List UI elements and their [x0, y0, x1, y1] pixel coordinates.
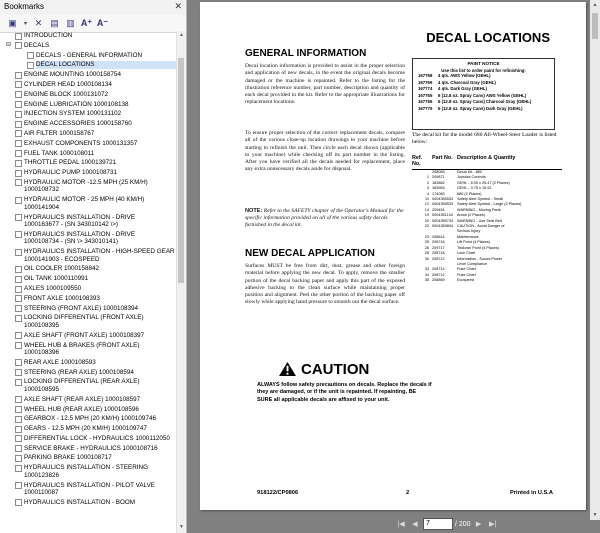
bookmark-icon [15, 445, 22, 452]
bookmark-icon [15, 33, 22, 40]
bookmark-icon [15, 359, 22, 366]
cell-desc: Maintenance [457, 234, 479, 239]
bookmark-icon [15, 499, 22, 506]
decrease-text-icon[interactable]: A⁻ [96, 18, 109, 28]
bookmark-icon [15, 315, 22, 322]
cell-part: 183862 [432, 180, 445, 185]
cell-ref: 23 [424, 234, 429, 239]
header-ref: Ref. No. [412, 155, 423, 167]
new-decal-heading: NEW DECAL APPLICATION [245, 248, 375, 259]
bookmark-item[interactable] [0, 119, 177, 129]
paint-part: 167769 [418, 79, 433, 85]
bookmark-item[interactable] [0, 100, 177, 110]
cell-ref: 33 [424, 267, 429, 272]
bookmark-label-line2: 1000108732 [24, 186, 60, 194]
bookmark-label: HYDRAULICS INSTALLATION - BOOM [24, 498, 136, 506]
bookmark-icon [15, 435, 22, 442]
bookmark-label: GEARBOX - 12.5 MPH (20 KM/H) 1000109746 [24, 415, 156, 423]
bookmark-item[interactable] [0, 264, 177, 274]
footer-printed: Printed in U.S.A [510, 490, 553, 496]
paint-part: 167775 [418, 105, 433, 111]
kit-intro: The decal kit for the model 680 All-Wheel-Steer Loader is listed below: [412, 132, 557, 145]
pdf-page [200, 2, 586, 510]
bookmark-label: ENGINE ACCESSORIES 1000158760 [24, 120, 132, 128]
bookmark-icon [15, 72, 22, 79]
bookmark-icon [15, 170, 22, 177]
bookmark-item[interactable] [0, 195, 177, 212]
bookmark-item[interactable] [0, 129, 177, 139]
bookmark-item[interactable] [0, 51, 177, 61]
bookmark-label: ENGINE BLOCK 1000131072 [24, 90, 109, 98]
bookmark-label: DIFFERENTIAL LOCK - HYDRAULICS 1000112050 [24, 434, 170, 442]
cell-ref: 22 [424, 224, 429, 229]
cell-desc: WARNING - Use Seat Belt [457, 218, 502, 223]
cell-ref: 28 [424, 251, 429, 256]
bookmark-icon [15, 266, 22, 273]
paint-part: 167765 [418, 92, 433, 98]
bookmark-label: ENGINE LUBRICATION 1000108138 [24, 100, 129, 108]
paint-desc: 4 qts. Dark Gray (GEHL) [438, 86, 487, 91]
paint-notice-title: PAINT NOTICE [467, 61, 500, 66]
scroll-thumb[interactable] [178, 58, 184, 283]
cell-part: 0004355533 [432, 202, 454, 207]
bookmark-label: HYDRAULICS INSTALLATION - DRIVE [24, 230, 136, 238]
bookmark-item[interactable] [0, 434, 177, 444]
cell-part: 0004359734 [432, 218, 454, 223]
cell-desc: Ecospeed [457, 278, 474, 283]
delete-bookmark-icon[interactable]: ✕ [34, 18, 43, 28]
bookmarks-panel [0, 0, 187, 533]
bookmark-icon [15, 121, 22, 128]
bookmark-icon [15, 416, 22, 423]
bookmark-label: CYLINDER HEAD 1000108134 [24, 80, 112, 88]
cell-part: 0004355533 [432, 197, 454, 202]
footer-doc-number: 918122/CP0806 [257, 490, 299, 496]
bookmark-item[interactable] [0, 109, 177, 119]
page-number-input[interactable]: 7 [423, 518, 453, 530]
cell-part: 209871 [432, 175, 445, 180]
bookmark-item[interactable] [0, 368, 177, 378]
cell-ref: 11 [425, 197, 429, 202]
bookmark-icon [15, 286, 22, 293]
collapse-icon[interactable]: ⊟ [6, 41, 12, 48]
paint-row [418, 106, 554, 113]
general-paragraph-1: Decal location information is provided to assist in the proper selection and application of new decals, in the event the original decals become damaged or the machine is repainted. Refer to the listing for the illustration reference number, part number, description and quantity of each decal provided in the kit. Refer to the appropriate illustrations for replacement locations. [245, 63, 405, 106]
bookmark-label: DECAL LOCATIONS [36, 61, 177, 69]
bookmark-icon [15, 42, 22, 49]
bookmark-label-line2: 1000163677 - (SN 343010142 \>) [24, 221, 119, 229]
document-view[interactable] [187, 0, 600, 533]
bookmark-label: WHEEL HUB (REAR AXLE) 1000108596 [24, 405, 139, 413]
bookmark-item[interactable] [0, 444, 177, 454]
bookmark-label: SERVICE BRAKE - HYDRAULICS 1000108716 [24, 444, 158, 452]
bookmark-label: EXHAUST COMPONENTS 1000131357 [24, 139, 138, 147]
paint-desc: 4 qts. AWS Yellow (GEHL) [438, 73, 491, 78]
bookmark-label: REAR AXLE 1000108593 [24, 358, 96, 366]
bookmark-list [0, 31, 177, 533]
paint-notice-box [412, 58, 555, 130]
last-page-icon[interactable]: ▶| [488, 521, 497, 528]
bookmark-item[interactable] [0, 284, 177, 294]
bookmark-label: PARKING BRAKE 1000108717 [24, 454, 112, 462]
bookmark-icon [15, 426, 22, 433]
bookmark-label: HYDRAULICS INSTALLATION - PILOT VALVE [24, 481, 155, 489]
header-desc: Description & Quantity [457, 155, 516, 161]
expand-bookmark-icon[interactable]: ▥ [66, 18, 75, 28]
bookmark-item[interactable] [0, 463, 177, 480]
bookmark-item[interactable] [0, 453, 177, 463]
bookmark-label: HYDRAULIC MOTOR - 25 MPH (40 KM/H) [24, 196, 145, 204]
cell-ref: 1 [426, 175, 429, 180]
panel-title: Bookmarks [0, 0, 186, 15]
bookmark-icon [15, 369, 22, 376]
bookmark-label-line2: 1000141904 [24, 203, 60, 211]
cell-ref: 30 [424, 256, 429, 261]
cell-part: 0004359834 [432, 224, 454, 229]
scroll-up-icon[interactable]: ▲ [179, 32, 184, 38]
cell-desc: Safety Alert Symbol - Large (2 Places) [457, 202, 522, 207]
safety-note [245, 208, 405, 229]
bookmark-item[interactable] [0, 331, 177, 341]
cell-desc: Fuse Chart [457, 272, 476, 277]
bookmark-label: AIR FILTER 1000158767 [24, 129, 95, 137]
bookmark-item[interactable] [0, 247, 177, 264]
note-text: Refer to the SAFETY chapter of the Operator's Manual for the specific information provided on all of the various safety decals furnished in the decal kit. [245, 208, 404, 228]
bookmark-icon [15, 160, 22, 167]
bookmark-label: ENGINE MOUNTING 1000158754 [24, 71, 121, 79]
cell-part: 208869 [432, 278, 445, 283]
bookmark-item[interactable] [0, 168, 177, 178]
prev-page-icon[interactable]: ◀ [412, 521, 418, 528]
cell-part: 208712 [432, 256, 445, 261]
bookmark-icon [15, 276, 22, 283]
cell-desc: Information - Sound Power [457, 256, 503, 261]
bookmark-label: LOCKING DIFFERENTIAL (FRONT AXLE) [24, 314, 144, 322]
bookmark-item[interactable] [0, 80, 177, 90]
bookmark-label: THROTTLE PEDAL 1000139721 [24, 159, 117, 167]
bookmarks-view-icon[interactable]: ▣ [8, 18, 17, 28]
paint-part: 167774 [418, 86, 433, 91]
cell-part: 208063 [432, 170, 445, 174]
cell-part: 208712 [432, 272, 445, 277]
page-title: DECAL LOCATIONS [426, 30, 550, 45]
bookmark-label: HYDRAULIC PUMP 1000108731 [24, 169, 117, 177]
bookmark-icon [15, 295, 22, 302]
cell-desc: Tiedown Point (4 Places) [457, 245, 500, 250]
scroll-thumb[interactable] [592, 13, 598, 39]
bookmark-label: GEARS - 12.5 MPH (20 KM/H) 1000109747 [24, 425, 147, 433]
bookmark-item[interactable] [0, 149, 177, 159]
cell-part: 209451 [432, 207, 445, 212]
bookmark-icon [15, 197, 22, 204]
first-page-icon[interactable]: |◀ [397, 521, 405, 528]
bookmark-item[interactable] [0, 313, 177, 330]
cell-ref: 19 [424, 213, 429, 218]
bookmark-label: AXLE SHAFT (FRONT AXLE) 1000108397 [24, 331, 145, 339]
bookmark-item[interactable] [0, 41, 177, 51]
bookmark-item[interactable] [0, 213, 177, 230]
bookmark-item[interactable] [0, 274, 177, 284]
bookmark-item[interactable] [0, 498, 177, 508]
bookmark-item[interactable] [0, 414, 177, 424]
bookmark-item[interactable] [0, 178, 177, 195]
paint-desc: 6 (12.8 oz. Spray Cans) AWS Yellow (GEHL) [438, 92, 527, 98]
paint-desc: 4 qts. Charcoal Gray (GEHL) [438, 79, 496, 85]
caution-header [278, 361, 369, 377]
bookmark-scrollbar[interactable] [176, 31, 186, 533]
bookmark-label: OIL COOLER 1000158842 [24, 265, 100, 273]
parts-table [412, 155, 562, 284]
bookmark-item[interactable] [0, 90, 177, 100]
paint-part: 167768 [418, 73, 433, 78]
scroll-up-icon[interactable]: ▲ [592, 2, 598, 8]
cell-desc: Lift Point (4 Places) [457, 240, 490, 245]
cell-desc: CAUTION - Avoid Danger of [457, 224, 505, 229]
cell-part: 174063 [432, 191, 445, 196]
bookmark-label: DECALS - GENERAL INFORMATION [36, 51, 143, 59]
bookmark-label-line2: 1000108595 [24, 385, 60, 393]
scroll-down-icon[interactable]: ▼ [179, 524, 184, 530]
bookmark-item[interactable] [0, 424, 177, 434]
bookmark-icon [15, 81, 22, 88]
bookmark-icon [15, 140, 22, 147]
cell-ref: 12 [424, 202, 429, 207]
bookmark-icon [15, 91, 22, 98]
cell-ref: 20 [424, 218, 429, 223]
bookmark-label: FUEL TANK 1000108011 [24, 149, 95, 157]
cell-ref: 3 [426, 186, 429, 191]
note-label: NOTE: [245, 208, 263, 214]
warning-triangle-icon [278, 361, 297, 377]
cell-desc: Lock Chart [457, 251, 476, 256]
cell-part: 183963 [432, 186, 445, 191]
cell-ref: 26 [424, 245, 429, 250]
close-panel-icon[interactable]: ✕ [174, 1, 182, 11]
bookmark-label-line2: 1000141903 - ECOSPEED [24, 255, 100, 263]
bookmark-label: STEERING (REAR AXLE) 1000108594 [24, 368, 134, 376]
cell-desc: Serious Injury [457, 229, 481, 234]
bookmark-icon [15, 179, 22, 186]
bookmark-label-line2: 1000108734 - (SN \> 343010141) [24, 238, 119, 246]
bookmark-item[interactable] [0, 341, 177, 358]
bookmark-item[interactable] [0, 294, 177, 304]
header-part: Part No. [432, 155, 453, 161]
bookmark-icon [15, 130, 22, 137]
caution-word: CAUTION [301, 360, 370, 378]
bookmark-label: AXLES 1000109550 [24, 285, 82, 293]
bookmark-icon [15, 332, 22, 339]
bookmark-label: HYDRAULICS INSTALLATION - STEERING [24, 464, 148, 472]
bookmark-icon [15, 249, 22, 256]
bookmark-icon [15, 482, 22, 489]
bookmark-icon [15, 406, 22, 413]
bookmark-label: FRONT AXLE 1000108393 [24, 294, 100, 302]
cell-desc: Arrow (2 Places) [457, 213, 486, 218]
cell-desc: Joystick Controls [457, 175, 486, 180]
bookmark-label: STEERING (FRONT AXLE) 1000108394 [24, 304, 138, 312]
cell-ref: 35 [424, 278, 429, 283]
cell-desc: GEHL - 8.00 x 25.47 (2 Places) [457, 180, 510, 185]
caution-text: ALWAYS follow safety precautions on decals. Replace the decals if they are damaged, or if the unit is repainted. If repainting, BE SURE all applicable decals are affixed to your unit. [257, 382, 432, 403]
bookmark-label-line2: 1000123826 [24, 471, 60, 479]
bookmark-label-line2: 1000110087 [24, 489, 59, 497]
cell-part: 0004351144 [432, 213, 453, 218]
page-total: / 200 [455, 520, 471, 528]
bookmark-label: INJECTION SYSTEM 1000131102 [24, 110, 122, 118]
bookmark-icon [15, 379, 22, 386]
cell-desc: Level Compliance [457, 261, 488, 266]
bookmark-label-line2: 1000108396 [24, 349, 60, 357]
cell-desc: Decal Kit - 680 [457, 170, 482, 174]
bookmark-item[interactable] [0, 230, 177, 247]
bookmark-item[interactable] [0, 395, 177, 405]
increase-text-icon[interactable]: A⁺ [80, 18, 93, 28]
bookmark-item[interactable] [0, 304, 177, 314]
bookmark-label: OIL TANK 1000110991 [24, 275, 89, 283]
bookmark-icon [15, 396, 22, 403]
bookmark-icon [15, 342, 22, 349]
cell-part: 208718 [432, 251, 445, 256]
next-page-icon[interactable]: ▶ [475, 521, 482, 528]
bookmark-icon [15, 455, 22, 462]
footer-page-number: 2 [406, 490, 410, 496]
general-paragraph-2: To ensure proper selection of the correct replacement decals, compare all of the various close-up location drawings to your machine before starting to refinish the unit. Then circle each decal shown (applicable to your machine) while checking off its part number in the listing. After you have verified all the decals needed for replacement, place any extra unnecessary decals aside for disposal. [245, 130, 405, 173]
bookmark-label: WHEEL HUB & BRAKES (FRONT AXLE) [24, 341, 140, 349]
cell-ref: 4 [426, 191, 429, 196]
bookmark-item[interactable] [0, 405, 177, 415]
bookmark-icon [15, 101, 22, 108]
bookmark-item[interactable] [0, 358, 177, 368]
cell-desc: Safety Alert Symbol - Small [457, 197, 503, 202]
bookmark-item[interactable] [0, 70, 177, 80]
bookmark-icon [27, 52, 34, 59]
bookmark-label: HYDRAULICS INSTALLATION - DRIVE [24, 213, 136, 221]
bookmark-icon [15, 465, 22, 472]
paint-desc: 6 (12.8 oz. Spray Cans) Charcoal Gray (GEHL) [438, 99, 532, 104]
bookmark-item[interactable] [0, 60, 177, 70]
cell-desc: WARNING - Moving Parts [457, 207, 501, 212]
document-scrollbar[interactable] [590, 0, 600, 520]
dropdown-icon[interactable]: ▾ [23, 21, 27, 27]
cell-part: 209717 [432, 245, 445, 250]
cell-ref: 34 [424, 272, 429, 277]
paint-part: 167766 [418, 99, 433, 104]
bookmark-item[interactable] [0, 377, 177, 394]
bookmark-icon [15, 231, 22, 238]
bookmark-label: DECALS [24, 41, 50, 49]
bookmark-item[interactable] [0, 31, 177, 41]
cell-ref: 2 [426, 180, 429, 185]
bookmark-icon [15, 150, 22, 157]
bookmark-item[interactable] [0, 158, 177, 168]
page-navigation [395, 517, 499, 531]
parts-table-header [412, 155, 562, 167]
cell-desc: 680 (2 Places) [457, 191, 482, 196]
bookmark-icon [15, 214, 22, 221]
scroll-down-icon[interactable]: ▼ [592, 512, 598, 518]
new-decal-paragraph: Surfaces MUST be free from dirt, dust, grease and other foreign material before applying the new decal. To apply, remove the smaller portion of the decal backing paper and apply this part of the exposed adhesive backing to the clean surface while maintaining proper position and alignment. Peel the other portion of the backing paper off slowly while applying hand pressure to smooth out the decal surface. [245, 263, 405, 306]
table-row [412, 278, 562, 283]
cell-ref: 25 [424, 240, 429, 245]
cell-part: 208716 [432, 240, 445, 245]
bookmark-label: HYDRAULICS INSTALLATION - HIGH-SPEED GEAR [24, 248, 175, 256]
new-bookmark-icon[interactable]: ▤ [50, 18, 59, 28]
paint-notice-subtitle: Use this list to order paint for refinishing: [441, 68, 526, 73]
bookmark-icon [15, 305, 22, 312]
bookmark-label: INTRODUCTION [24, 32, 73, 39]
bookmark-label: LOCKING DIFFERENTIAL (REAR AXLE) [24, 378, 140, 386]
cell-part: 208714 [432, 267, 445, 272]
bookmark-item[interactable] [0, 139, 177, 149]
bookmark-icon [15, 111, 22, 118]
cell-desc: Fuse Chart [457, 267, 476, 272]
cell-desc: GEHL - 3.75 x 15.92 [457, 186, 492, 191]
bookmark-label: AXLE SHAFT (REAR AXLE) 1000108597 [24, 395, 141, 403]
paint-desc: 6 (12.8 oz. Spray Cans) Dark Gray (GEHL) [438, 105, 523, 111]
cell-ref: 14 [424, 207, 429, 212]
bookmark-label: HYDRAULIC MOTOR -12.5 MPH (25 KM/H) [24, 178, 148, 186]
general-info-heading: GENERAL INFORMATION [245, 48, 367, 59]
cell-part: 208614 [432, 234, 445, 239]
bookmark-label-line2: 1000108395 [24, 321, 60, 329]
bookmark-item[interactable] [0, 481, 177, 498]
bookmark-icon [27, 62, 34, 69]
